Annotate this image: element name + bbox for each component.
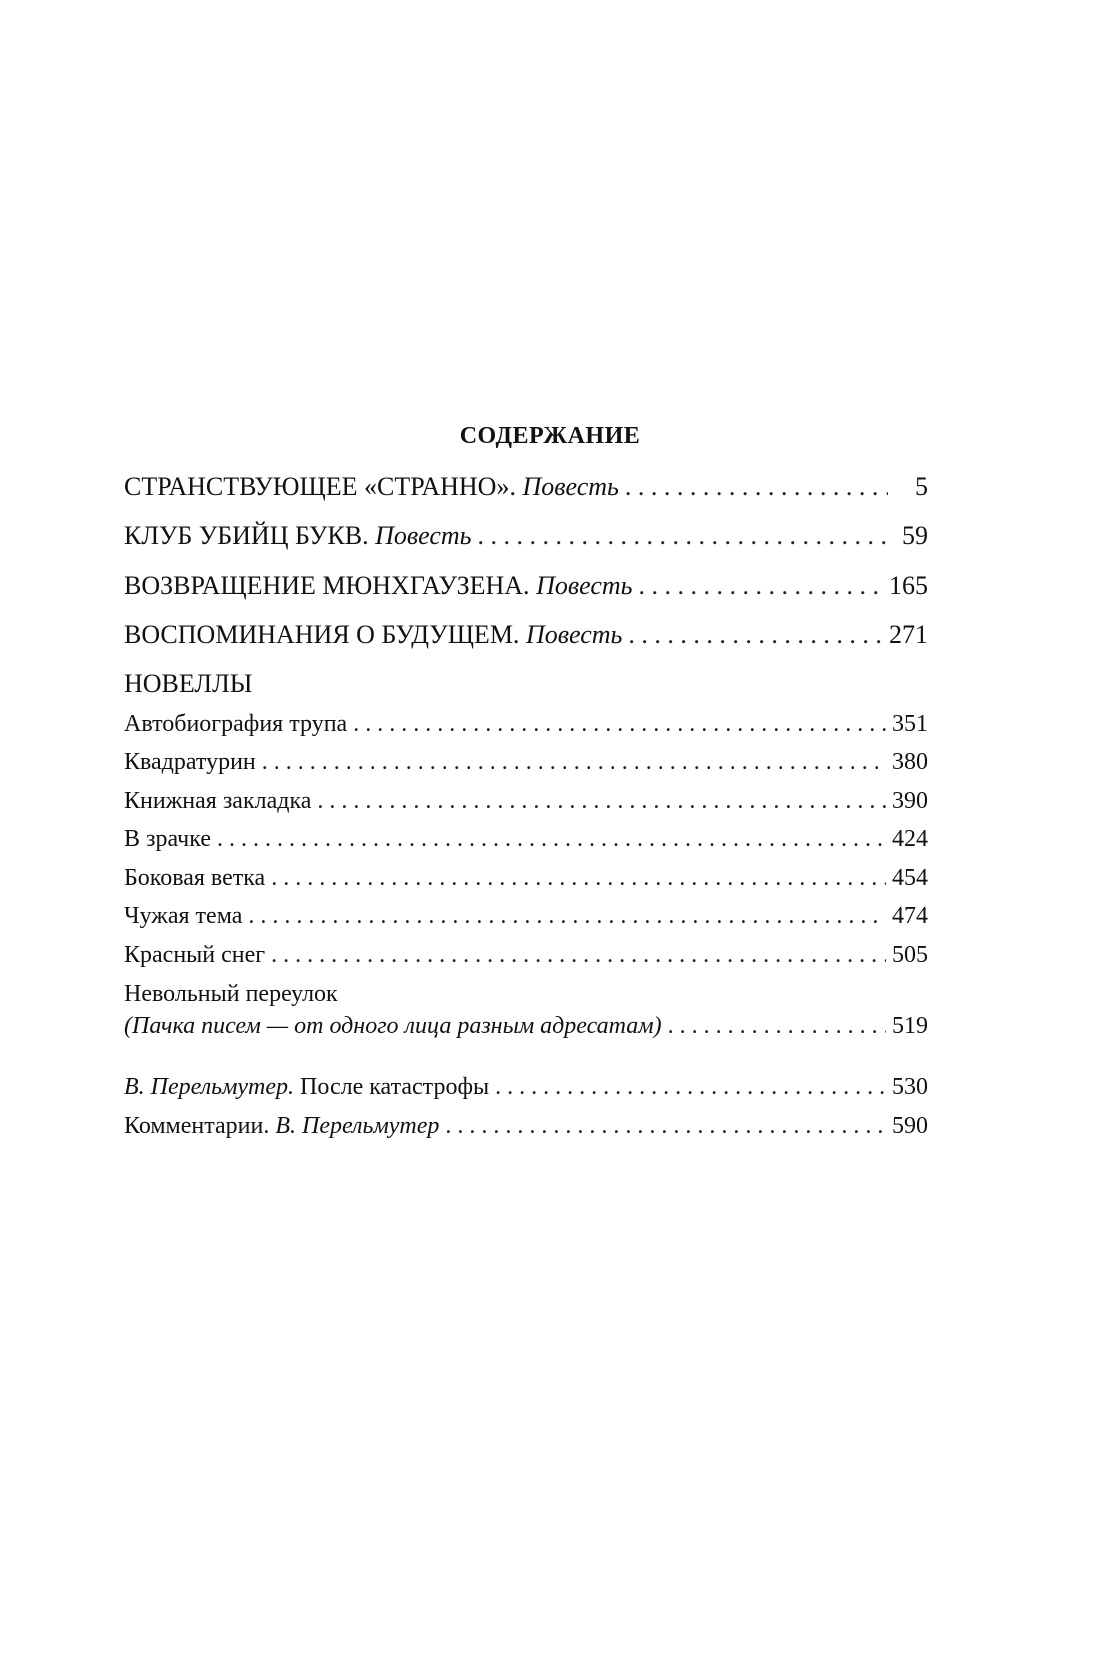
leader-dots [495,1073,886,1101]
toc-entry [124,864,928,892]
novellas-heading: НОВЕЛЛЫ [124,669,253,698]
entry-title: Квадратурин [124,749,256,775]
leader-dots [353,710,886,738]
entry-page: 530 [892,1074,928,1100]
entry-title: ВОСПОМИНАНИЯ О БУДУЩЕМ. Повесть [124,620,623,649]
toc-entry [124,902,928,930]
entry-page: 380 [892,749,928,775]
entry-title: Невольный переулок [124,981,338,1007]
entry-title: СТРАНСТВУЮЩЕЕ «СТРАННО». Повесть [124,472,619,501]
leader-dots [271,941,886,969]
leader-dots [317,787,886,815]
toc-entry [124,787,928,815]
toc-entry [124,621,928,649]
entry-title: Книжная закладка [124,788,312,814]
entry-title: Автобиография трупа [124,711,348,737]
entry-title: В зрачке [124,826,211,852]
toc-entry [124,1073,928,1101]
toc-entry [124,1012,928,1040]
entry-title: Боковая ветка [124,865,266,891]
entry-page: 474 [892,903,928,929]
leader-dots [625,473,888,501]
entry-title: Чужая тема [124,903,243,929]
entry-title: Комментарии. В. Перельмутер [124,1113,440,1139]
entry-page: 271 [889,620,928,649]
entry-page: 165 [889,571,928,600]
entry-page: 5 [915,472,928,501]
toc-entry [124,748,928,776]
leader-dots [445,1112,886,1140]
leader-dots [271,864,886,892]
entry-page: 454 [892,865,928,891]
toc-entry [124,1112,928,1140]
entry-page: 590 [892,1113,928,1139]
leader-dots [262,748,886,776]
leader-dots [628,621,883,649]
toc-entry [124,825,928,853]
entry-page: 424 [892,826,928,852]
entry-page: 351 [892,711,928,737]
toc-entry [124,941,928,969]
leader-dots [217,825,886,853]
entry-page: 505 [892,942,928,968]
toc-entry [124,572,928,600]
entry-page: 390 [892,788,928,814]
leader-dots [638,572,883,600]
entry-page: 59 [902,521,928,550]
toc-entry [124,710,928,738]
entry-title: КЛУБ УБИЙЦ БУКВ. Повесть [124,521,472,550]
toc-title: СОДЕРЖАНИЕ [459,423,641,449]
entry-page: 519 [892,1013,928,1039]
leader-dots [248,902,886,930]
leader-dots [478,522,888,550]
toc-entry [124,473,928,501]
entry-title: В. Перельмутер. После катастрофы [124,1074,490,1100]
entry-subtitle: (Пачка писем — от одного лица разным адресатам) [124,1013,662,1039]
leader-dots [668,1012,886,1040]
toc-entry [124,522,928,550]
entry-title: Красный снег [124,942,266,968]
entry-title: ВОЗВРАЩЕНИЕ МЮНХГАУЗЕНА. Повесть [124,571,633,600]
